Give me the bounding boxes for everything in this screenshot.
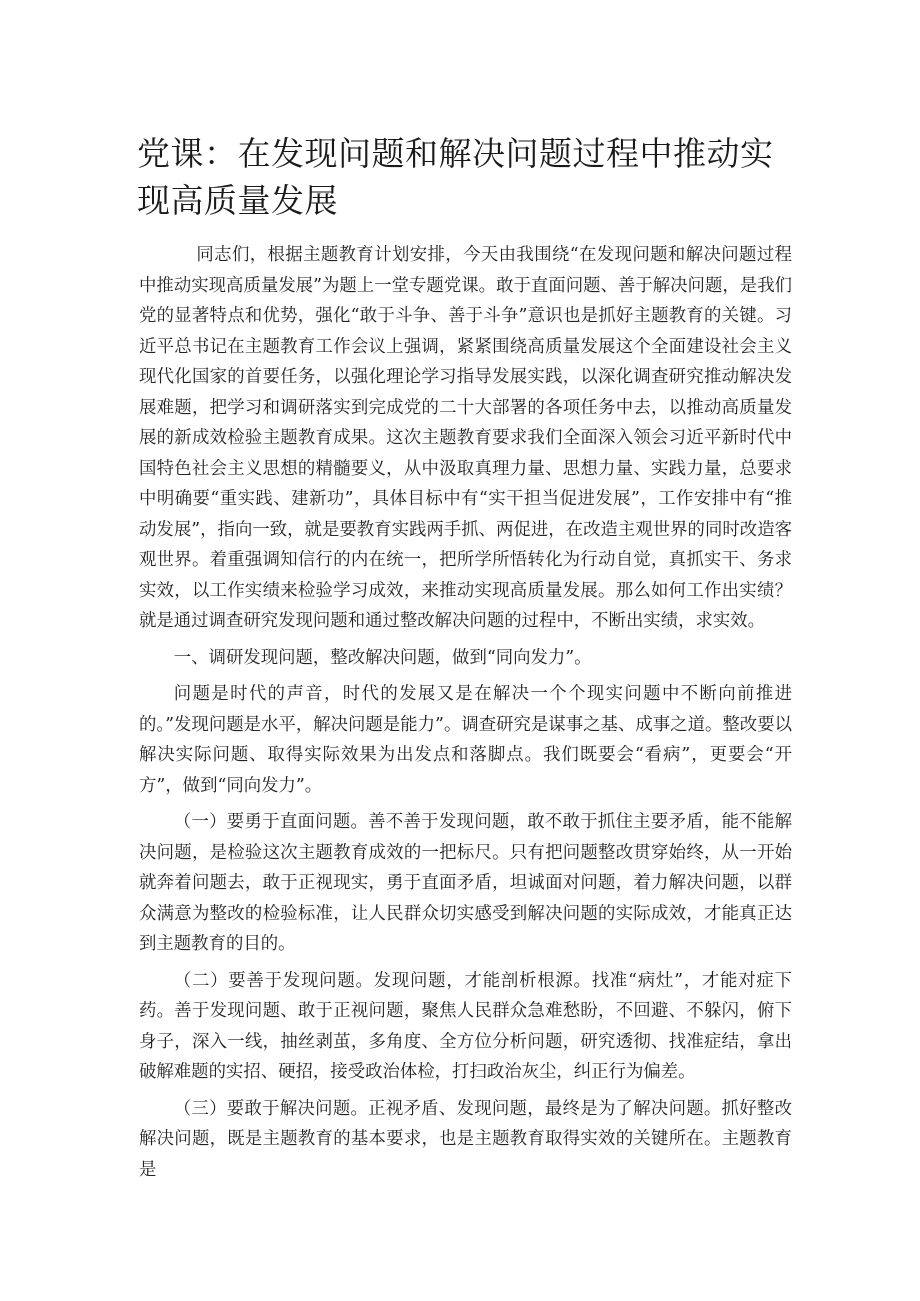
paragraph-subsection-2: （二）要善于发现问题。发现问题，才能剖析根源。找准“病灶”，才能对症下药。善于发现问题、敢于正视问题，聚焦人民群众急难愁盼，不回避、不躲闪，俯下身子，深入一线，抽丝剥茧，多角度、全方位分析问题，研究透彻、找准症结，拿出破解难题的实招、硬招，接受政治体检，打扫政治灰尘，纠正行为偏差。 [139, 970, 792, 1082]
document-body [139, 240, 792, 1185]
document-title: 党课：在发现问题和解决问题过程中推动实现高质量发展 [137, 134, 774, 220]
paragraph-subsection-3: （三）要敢于解决问题。正视矛盾、发现问题，最终是为了解决问题。抓好整改解决问题，既是主题教育的基本要求，也是主题教育取得实效的关键所在。主题教育是 [139, 1098, 792, 1180]
section-heading-1: 一、调研发现问题，整改解决问题，做到“同向发力”。 [173, 647, 592, 668]
paragraph-problem-voice: 问题是时代的声音，时代的发展又是在解决一个个现实问题中不断向前推进的。”发现问题是水平，解决问题是能力”。调查研究是谋事之基、成事之道。整改要以解决实际问题、取得实际效果为出发点和落脚点。我们既要会“看病”，更要会“开方”，做到“同向发力”。 [139, 684, 792, 796]
paragraph-intro: 同志们，根据主题教育计划安排，今天由我围绕“在发现问题和解决问题过程中推动实现高质量发展”为题上一堂专题党课。敢于直面问题、善于解决问题，是我们党的显著特点和优势，强化“敢于斗争、善于斗争”意识也是抓好主题教育的关键。习近平总书记在主题教育工作会议上强调，紧紧围绕高质量发展这个全面建设社会主义现代化国家的首要任务，以强化理论学习指导发展实践，以深化调查研究推动解决发展难题，把学习和调研落实到完成党的二十大部署的各项任务中去，以推动高质量发展的新成效检验主题教育成果。这次主题教育要求我们全面深入领会习近平新时代中国特色社会主义思想的精髓要义，从中汲取真理力量、思想力量、实践力量，总要求中明确要“重实践、建新功”，具体目标中有“实干担当促进发展”，工作安排中有“推动发展”，指向一致，就是要教育实践两手抓、两促进，在改造主观世界的同时改造客观世界。着重强调知信行的内在统一，把所学所悟转化为行动自觉，真抓实干、务求实效，以工作实绩来检验学习成效，来推动实现高质量发展。那么如何工作出实绩？就是通过调查研究发现问题和通过整改解决问题的过程中，不断出实绩，求实效。 [139, 245, 792, 631]
paragraph-subsection-1: （一）要勇于直面问题。善不善于发现问题，敢不敢于抓住主要矛盾，能不能解决问题，是检验这次主题教育成效的一把标尺。只有把问题整改贯穿始终，从一开始就奔着问题去，敢于正视现实，勇于直面矛盾，坦诚面对问题，着力解决问题，以群众满意为整改的检验标准，让人民群众切实感受到解决问题的实际成效，才能真正达到主题教育的目的。 [139, 812, 792, 954]
